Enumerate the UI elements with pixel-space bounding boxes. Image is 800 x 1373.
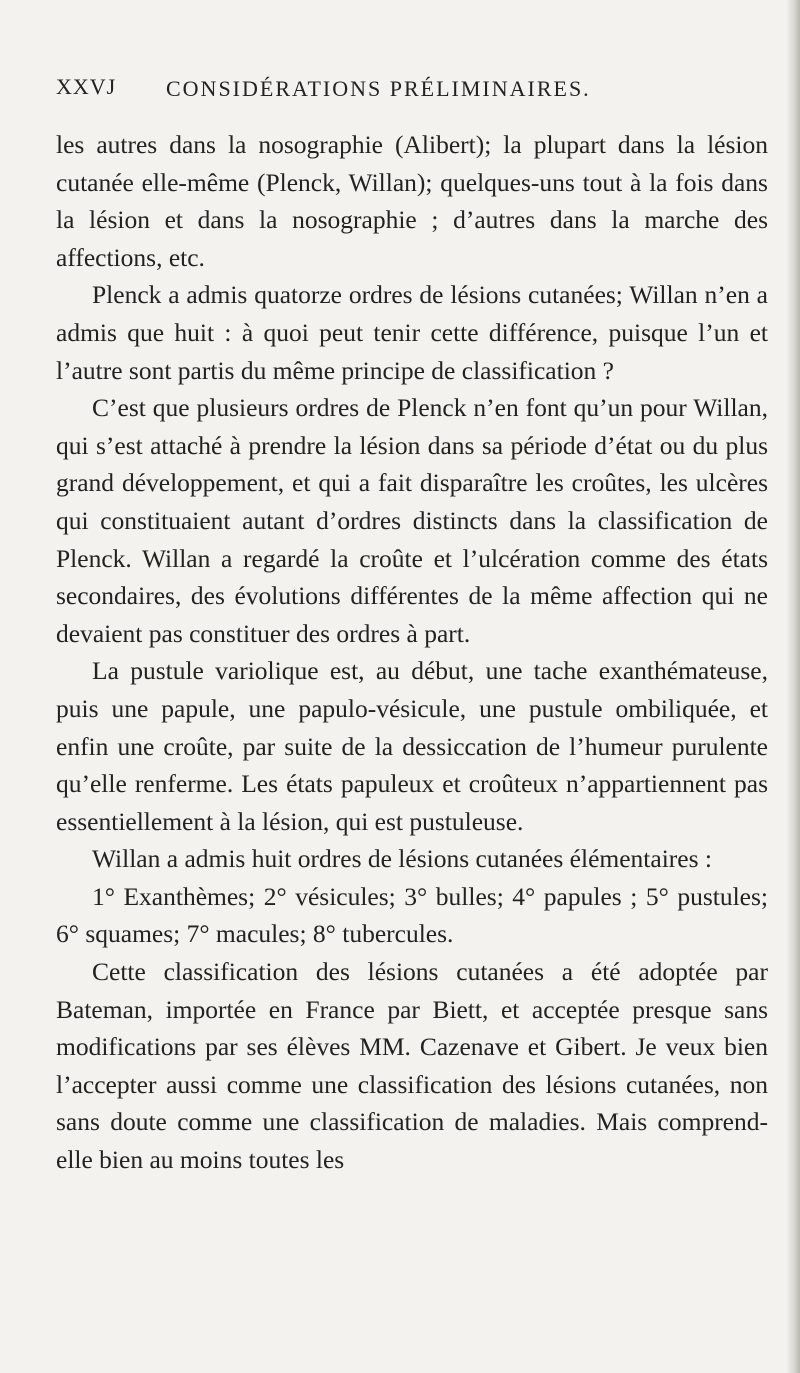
page-edge-shadow: [786, 0, 800, 1373]
paragraph-ordres-list: 1° Exanthèmes; 2° vésicules; 3° bulles; 4° papules ; 5° pustules; 6° squames; 7° macules; 8° tubercules.: [56, 881, 768, 949]
body-text: [56, 126, 768, 1179]
paragraph-classification: Cette classification des lésions cutanées a été adoptée par Bateman, importée en France par Biett, et acceptée presque sans modifications par ses élèves MM. Cazenave et Gibert. Je veux bien l’accepter aussi comme une classification des lésions cutanées, non sans doute comme une classification de maladies. Mais comprend-elle bien au moins toutes les: [56, 957, 768, 1175]
running-header: [56, 74, 756, 114]
paragraph-plenck-willan: Plenck a admis quatorze ordres de lésions cutanées; Willan n’en a admis que huit : à quoi peut tenir cette différence, puisque l’un et l’autre sont partis du même principe de classification ?: [56, 280, 768, 385]
running-title: CONSIDÉRATIONS PRÉLIMINAIRES.: [166, 76, 591, 101]
paragraph-pustule: La pustule variolique est, au début, une tache exanthémateuse, puis une papule, une papulo-vésicule, une pustule ombiliquée, et enfin une croûte, par suite de la dessiccation de l’humeur purulente qu’elle renferme. Les états papuleux et croûteux n’appartiennent pas essentiellement à la lésion, qui est pustuleuse.: [56, 656, 768, 836]
page-number: XXVJ: [56, 74, 117, 99]
paragraph-ordres: C’est que plusieurs ordres de Plenck n’en font qu’un pour Willan, qui s’est attaché à prendre la lésion dans sa période d’état ou du plus grand développement, et qui a fait disparaître les croûtes, les ulcères qui constituaient autant d’ordres distincts dans la classification de Plenck. Willan a regardé la croûte et l’ulcération comme des états secondaires, des évolutions différentes de la même affection qui ne devaient pas constituer des ordres à part.: [56, 393, 768, 648]
paragraph-willan-ordres: Willan a admis huit ordres de lésions cutanées élémentaires :: [92, 844, 712, 874]
paragraph-continuation: les autres dans la nosographie (Alibert); la plupart dans la lésion cutanée elle-même (Plenck, Willan); quelques-uns tout à la fois dans la lésion et dans la nosographie ; d’autres dans la marche des affections, etc.: [56, 130, 768, 272]
